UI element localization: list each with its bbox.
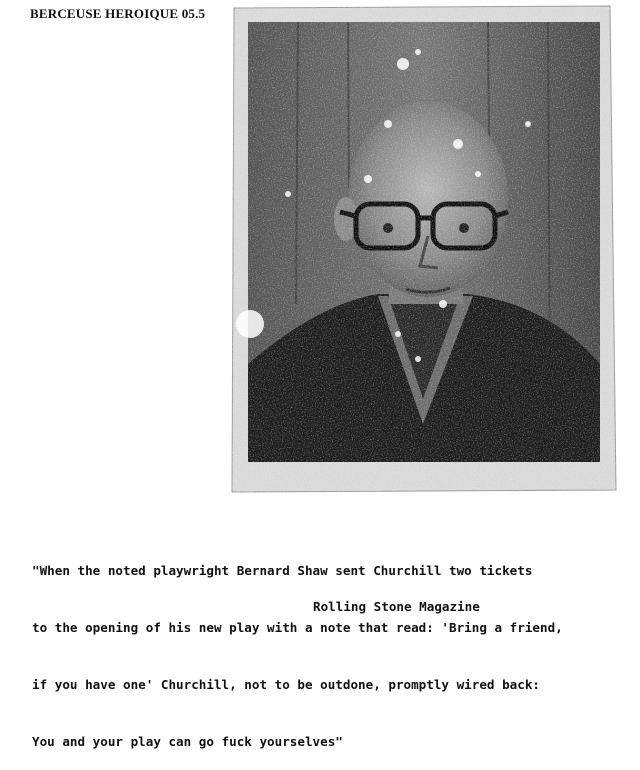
quote-attribution: Rolling Stone Magazine: [313, 599, 480, 614]
quote-line: if you have one' Churchill, not to be outdone, promptly wired back:: [32, 677, 540, 692]
portrait-photo-image: [228, 4, 618, 494]
quote-line: to the opening of his new play with a note that read: 'Bring a friend,: [32, 620, 563, 635]
quote-line: You and your play can go fuck yourselves": [32, 734, 343, 749]
portrait-photo: [228, 4, 618, 494]
quote-block: [32, 523, 632, 770]
quote-line: "When the noted playwright Bernard Shaw sent Churchill two tickets: [32, 563, 533, 578]
header-label: BERCEUSE HEROIQUE 05.5: [30, 6, 206, 21]
